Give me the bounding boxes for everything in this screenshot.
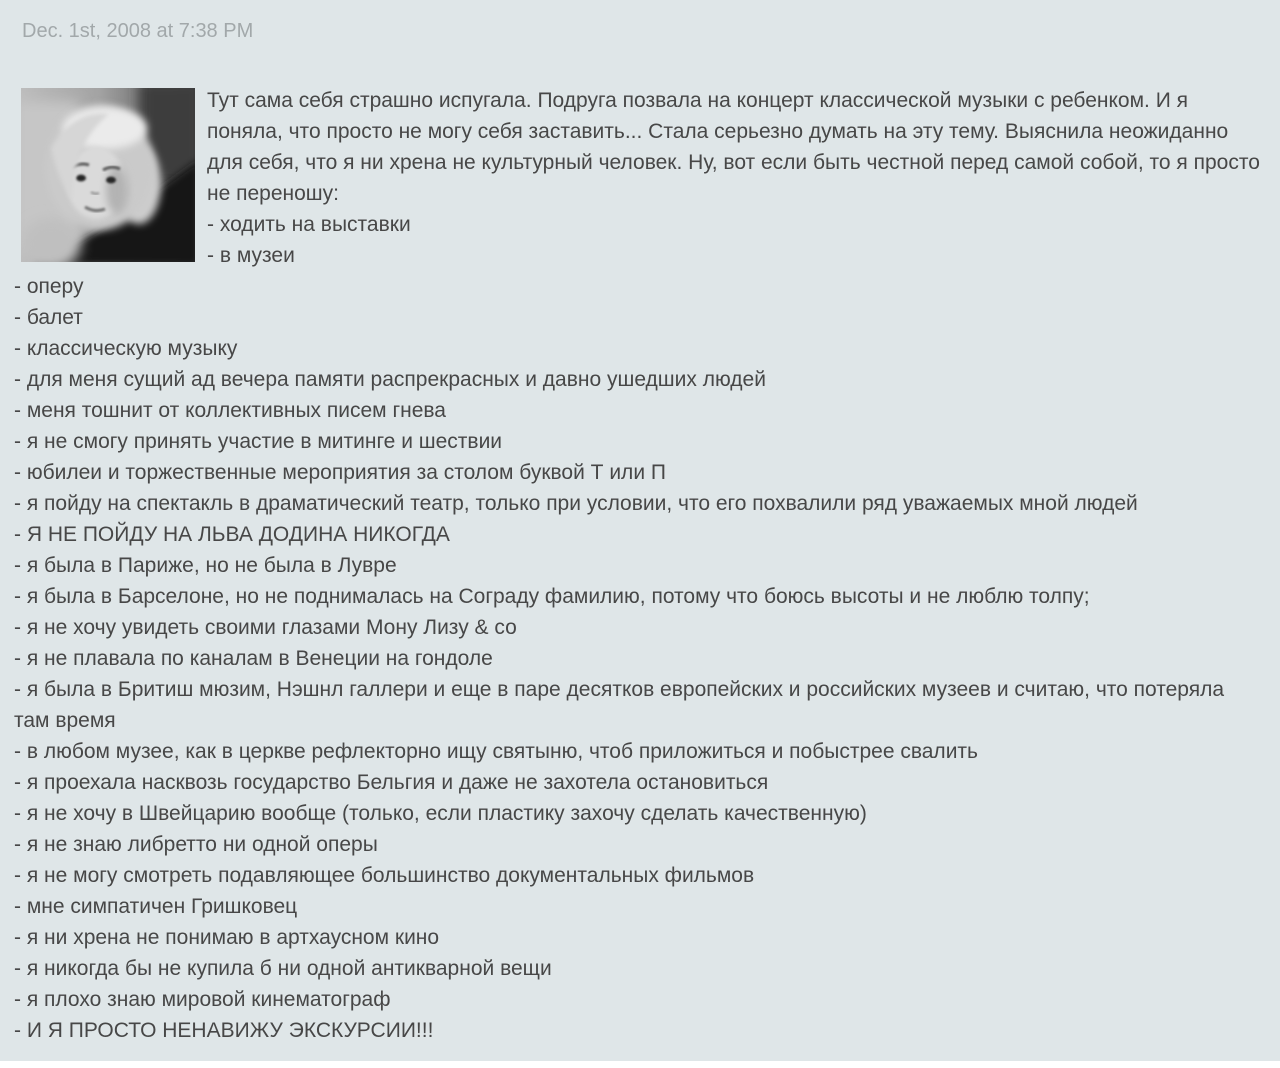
post-line: - для меня сущий ад вечера памяти распрекрасных и давно ушедших людей [14,368,766,391]
post-line: - я не смогу принять участие в митинге и шествии [14,430,503,453]
post-line: - в музеи [207,244,295,267]
post-line: - оперу [14,275,84,298]
post-line: - я ни хрена не понимаю в артхаусном кино [14,926,440,949]
post-line: - я пойду на спектакль в драматический театр, только при условии, что его похвалили ряд уважаемых мной людей [14,492,1138,515]
post-line: - я была в Бритиш мюзим, Нэшнл галлери и еще в паре десятков европейских и российских музеев и считаю, что потеряла там время [14,678,1225,732]
entry-date: Dec. 1st, 2008 at 7:38 PM [22,20,254,42]
entry-lines [14,209,1260,1046]
user-avatar[interactable] [21,88,195,262]
post-line: - классическую музыку [14,337,238,360]
post-line: - Я НЕ ПОЙДУ НА ЛЬВА ДОДИНА НИКОГДА [14,523,450,546]
post-line: - я проехала насквозь государство Бельгия и даже не захотела остановиться [14,771,769,794]
post-line: - я плохо знаю мировой кинематограф [14,988,391,1011]
post-line: - я не хочу в Швейцарию вообще (только, если пластику захочу сделать качественную) [14,802,867,825]
post-line: - я не могу смотреть подавляющее большинство документальных фильмов [14,864,755,887]
post-line: - я была в Париже, но не была в Лувре [14,554,397,577]
avatar-portrait-bw-icon [21,88,195,262]
post-line: - И Я ПРОСТО НЕНАВИЖУ ЭКСКУРСИИ!!! [14,1019,434,1042]
post-line: - я никогда бы не купила б ни одной антикварной вещи [14,957,552,980]
post-line: - балет [14,306,83,329]
post-line: - я была в Барселоне, но не поднималась на Сограду фамилию, потому что боюсь высоты и не люблю толпу; [14,585,1090,608]
page-bottom-strip [0,1061,1280,1068]
post-line: - я не знаю либретто ни одной оперы [14,833,378,856]
post-line: - меня тошнит от коллективных писем гнева [14,399,446,422]
post-line: - я не хочу увидеть своими глазами Мону Лизу & со [14,616,517,639]
post-line: - в любом музее, как в церкве рефлекторно ищу святыню, чтоб приложиться и побыстрее свалить [14,740,978,763]
post-line: - мне симпатичен Гришковец [14,895,298,918]
entry-intro-text: Тут сама себя страшно испугала. Подруга позвала на концерт классической музыки с ребенком. И я поняла, что просто не могу себя заставить... Стала серьезно думать на эту тему. Выяснила неожиданно для себя, что я ни хрена не культурный человек. Ну, вот если быть честной перед самой собой, то я просто не переношу: [207,89,1260,205]
post-line: - ходить на выставки [207,213,411,236]
entry-body [14,85,1260,1046]
post-line: - я не плавала по каналам в Венеции на гондоле [14,647,493,670]
post-line: - юбилеи и торжественные мероприятия за столом буквой Т или П [14,461,666,484]
